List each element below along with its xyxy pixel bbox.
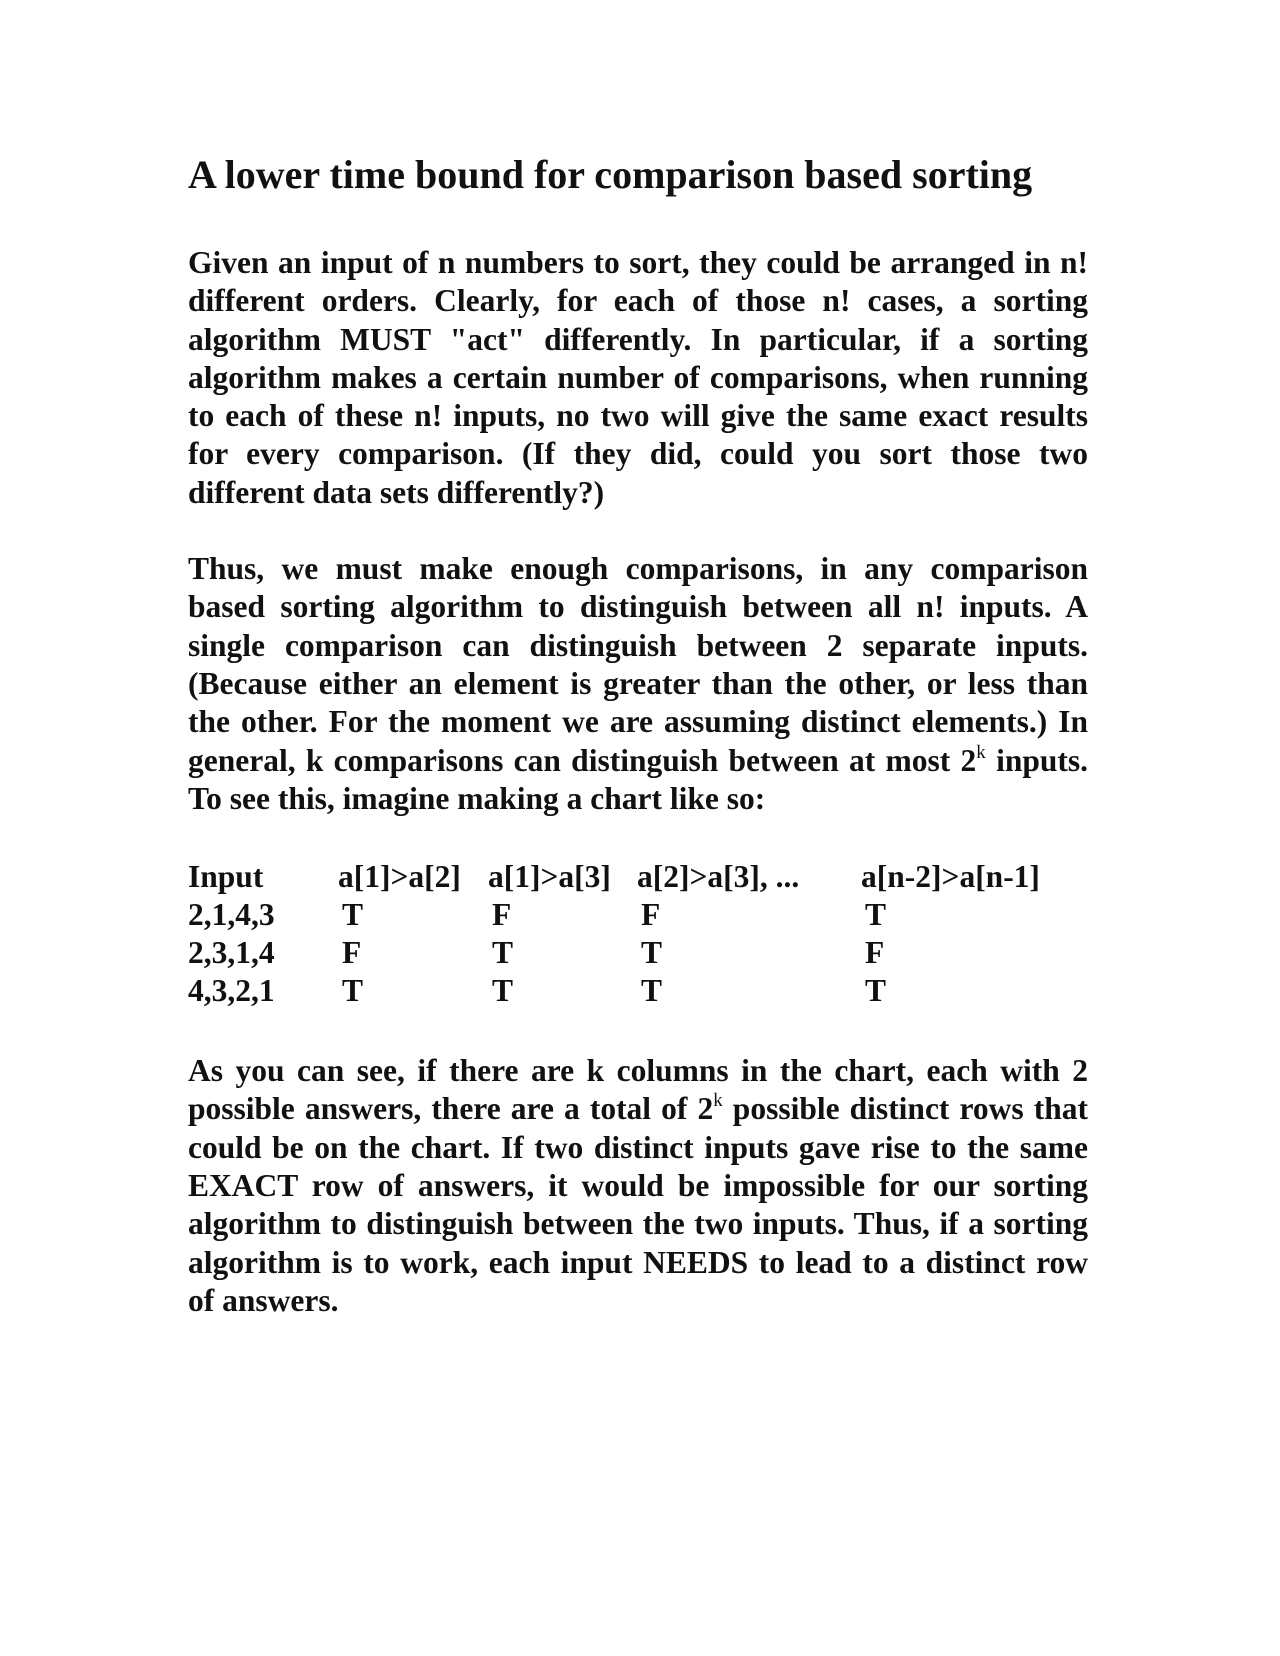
- paragraph-comparisons: [188, 550, 1088, 818]
- chart-cell: T: [342, 973, 364, 1009]
- chart-cell: F: [492, 897, 512, 933]
- paragraph-conclusion-text-end: possible distinct rows that could be on the chart. If two distinct inputs gave rise to the same EXACT row of answers, it would be impossible for our sorting algorithm to distinguish between the two inputs. Thus, if a sorting algorithm is to work, each input NEEDS to lead to a distinct row of answers.: [188, 1091, 1088, 1318]
- chart-cell-input: 2,1,4,3: [188, 897, 275, 933]
- chart-cell: F: [342, 935, 362, 971]
- exponent-k: k: [976, 741, 986, 763]
- chart-header-cell: a[1]>a[2]: [338, 859, 461, 895]
- page-title: A lower time bound for comparison based sorting: [188, 152, 1033, 197]
- paragraph-comparisons-text: Thus, we must make enough comparisons, in any comparison based sorting algorithm to distinguish between all n! inputs. A single comparison can distinguish between 2 separate inputs. (Because either an element is greater than the other, or less than the other. For the moment we are assuming distinct elements.) In general, k comparisons can distinguish between at most 2: [188, 551, 1088, 778]
- chart-header-cell: a[1]>a[3]: [488, 859, 611, 895]
- chart-row: [188, 934, 1061, 972]
- chart-cell: T: [641, 973, 663, 1009]
- chart-cell: T: [865, 897, 887, 933]
- chart-cell-input: 4,3,2,1: [188, 973, 275, 1009]
- paragraph-conclusion-text: As you can see, if there are k columns in the chart, each with 2 possible answers, there are a total of 2: [188, 1053, 1088, 1127]
- chart-header-cell: a[2]>a[3], ...: [637, 859, 800, 895]
- chart-cell: F: [641, 897, 661, 933]
- chart-cell: T: [492, 935, 514, 971]
- chart-header-cell: a[n-2]>a[n-1]: [861, 859, 1040, 895]
- chart-cell: T: [342, 897, 364, 933]
- chart-cell-input: 2,3,1,4: [188, 935, 275, 971]
- chart-header-row: [188, 858, 1061, 896]
- document-page: [188, 150, 1088, 1320]
- paragraph-intro: Given an input of n numbers to sort, they could be arranged in n! different orders. Clearly, for each of those n! cases, a sorting algorithm MUST "act" differently. In particular, if a sorting algorithm makes a certain number of comparisons, when running to each of these n! inputs, no two will give the same exact results for every comparison. (If they did, could you sort those two different data sets differently?): [188, 245, 1088, 510]
- paragraph-comparisons-text-end: inputs. To see this, imagine making a chart like so:: [188, 742, 1088, 816]
- paragraph-conclusion: [188, 1052, 1088, 1320]
- chart-row: [188, 896, 1061, 934]
- chart-cell: T: [865, 973, 887, 1009]
- chart-row: [188, 972, 1061, 1010]
- comparison-chart: [188, 858, 1061, 1010]
- chart-cell: T: [641, 935, 663, 971]
- chart-cell: T: [492, 973, 514, 1009]
- exponent-k: k: [713, 1090, 723, 1112]
- chart-header-cell: Input: [188, 859, 264, 895]
- chart-cell: F: [865, 935, 885, 971]
